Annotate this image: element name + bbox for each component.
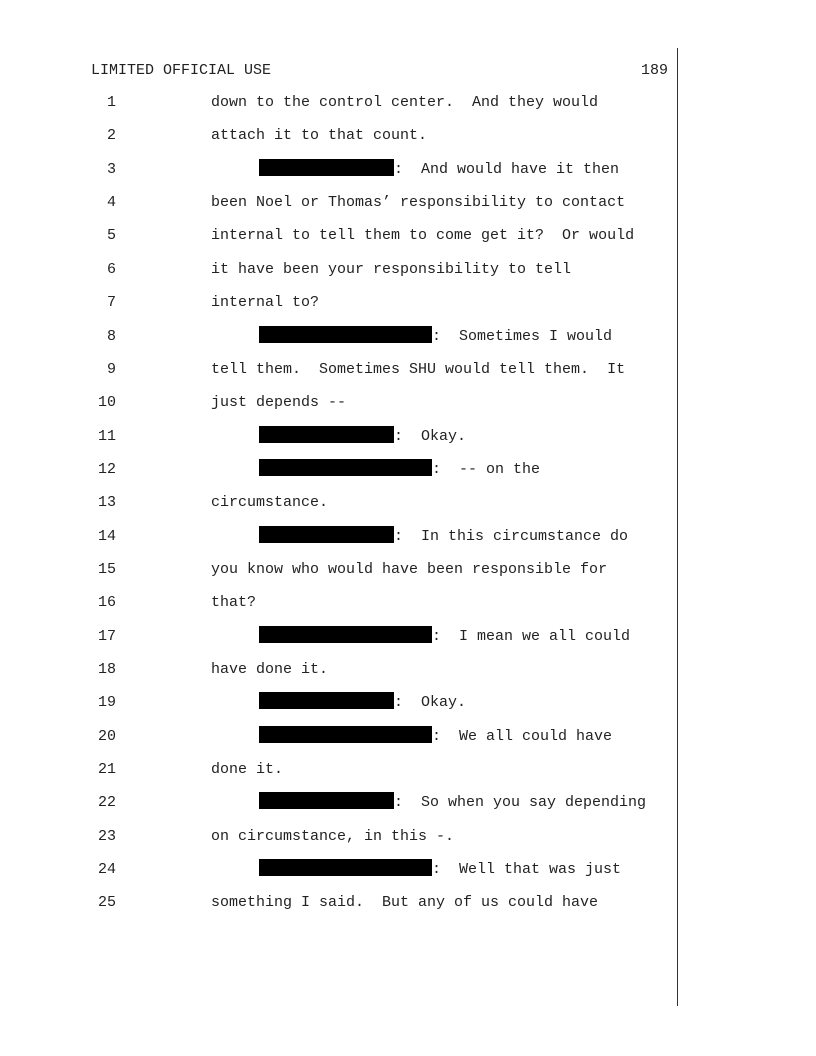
line-number: 3 <box>106 160 116 178</box>
line-number: 24 <box>97 861 116 879</box>
line-number: 14 <box>97 527 116 545</box>
line-text: circumstance. <box>211 494 329 512</box>
transcript-line <box>0 292 676 314</box>
line-number: 8 <box>106 327 116 345</box>
speaker-line <box>259 792 646 814</box>
speaker-utterance: : Sometimes I would <box>432 327 613 345</box>
line-number: 13 <box>97 494 116 512</box>
transcript-line <box>0 892 676 914</box>
line-number: 20 <box>97 727 116 745</box>
speaker-line <box>259 459 540 481</box>
line-number: 11 <box>97 427 116 445</box>
line-text: you know who would have been responsible for <box>211 560 608 578</box>
speaker-utterance: : We all could have <box>432 727 613 745</box>
transcript-line <box>0 359 676 381</box>
speaker-line <box>259 426 466 448</box>
line-text: down to the control center. And they would <box>211 94 599 111</box>
line-number: 9 <box>106 360 116 378</box>
redacted-speaker-name <box>259 792 394 809</box>
speaker-utterance: : Okay. <box>394 694 467 712</box>
line-text: internal to? <box>211 294 320 312</box>
speaker-utterance: : In this circumstance do <box>394 527 629 545</box>
line-number: 17 <box>97 627 116 645</box>
transcript-line <box>0 259 676 281</box>
transcript-line <box>0 225 676 247</box>
transcript-line <box>0 526 676 548</box>
line-text: internal to tell them to come get it? Or would <box>211 227 635 245</box>
line-number: 23 <box>97 827 116 845</box>
transcript-line <box>0 826 676 848</box>
page-number: 189 <box>640 62 668 79</box>
redacted-speaker-name <box>259 692 394 709</box>
line-text: done it. <box>211 761 284 778</box>
line-text: just depends -- <box>211 394 347 412</box>
transcript-line <box>0 192 676 214</box>
speaker-line <box>259 526 628 548</box>
transcript-line <box>0 392 676 414</box>
redacted-speaker-name <box>259 526 394 543</box>
speaker-line <box>259 626 630 648</box>
line-number: 10 <box>97 394 116 412</box>
redacted-speaker-name <box>259 426 394 443</box>
line-number: 5 <box>106 227 116 245</box>
transcript-line <box>0 859 676 881</box>
redacted-speaker-name <box>259 326 432 343</box>
transcript-line <box>0 726 676 748</box>
transcript-line <box>0 592 676 614</box>
line-number: 22 <box>97 794 116 812</box>
line-text: attach it to that count. <box>211 127 428 145</box>
line-text: have done it. <box>211 661 329 678</box>
transcript-line <box>0 125 676 147</box>
speaker-line <box>259 159 619 181</box>
transcript-line <box>0 426 676 448</box>
line-number: 2 <box>106 127 116 145</box>
line-number: 19 <box>97 694 116 712</box>
speaker-utterance: : I mean we all could <box>432 627 631 645</box>
line-number: 18 <box>97 661 116 678</box>
line-number: 6 <box>106 260 116 278</box>
transcript-line <box>0 692 676 714</box>
speaker-line <box>259 692 466 714</box>
line-text: on circumstance, in this -. <box>211 827 455 845</box>
redacted-speaker-name <box>259 626 432 643</box>
line-number: 12 <box>97 460 116 478</box>
transcript-line <box>0 626 676 648</box>
transcript-line <box>0 492 676 514</box>
line-text: tell them. Sometimes SHU would tell them. It <box>211 360 626 378</box>
line-text: been Noel or Thomas’ responsibility to contact <box>211 194 626 212</box>
line-number: 7 <box>106 294 116 312</box>
transcript-line <box>0 559 676 581</box>
transcript-line <box>0 159 676 181</box>
line-text: something I said. But any of us could have <box>211 894 599 912</box>
redacted-speaker-name <box>259 859 432 876</box>
speaker-utterance: : So when you say depending <box>394 794 647 812</box>
transcript-line <box>0 759 676 781</box>
line-number: 4 <box>106 194 116 212</box>
transcript-line <box>0 792 676 814</box>
classification-marking: LIMITED OFFICIAL USE <box>91 62 272 79</box>
line-number: 16 <box>97 594 116 612</box>
speaker-utterance: : Well that was just <box>432 861 622 879</box>
redacted-speaker-name <box>259 159 394 176</box>
speaker-line <box>259 859 621 881</box>
line-text: it have been your responsibility to tell <box>211 260 572 278</box>
transcript-line <box>0 459 676 481</box>
redacted-speaker-name <box>259 726 432 743</box>
transcript-line <box>0 659 676 681</box>
line-number: 21 <box>97 761 116 778</box>
line-number: 1 <box>106 94 116 111</box>
redacted-speaker-name <box>259 459 432 476</box>
speaker-utterance: : Okay. <box>394 427 467 445</box>
speaker-utterance: : -- on the <box>432 460 541 478</box>
line-number: 25 <box>97 894 116 912</box>
speaker-utterance: : And would have it then <box>394 160 620 178</box>
line-number: 15 <box>97 560 116 578</box>
transcript-line <box>0 326 676 348</box>
speaker-line <box>259 326 612 348</box>
transcript-line <box>0 92 676 114</box>
line-text: that? <box>211 594 257 612</box>
speaker-line <box>259 726 612 748</box>
